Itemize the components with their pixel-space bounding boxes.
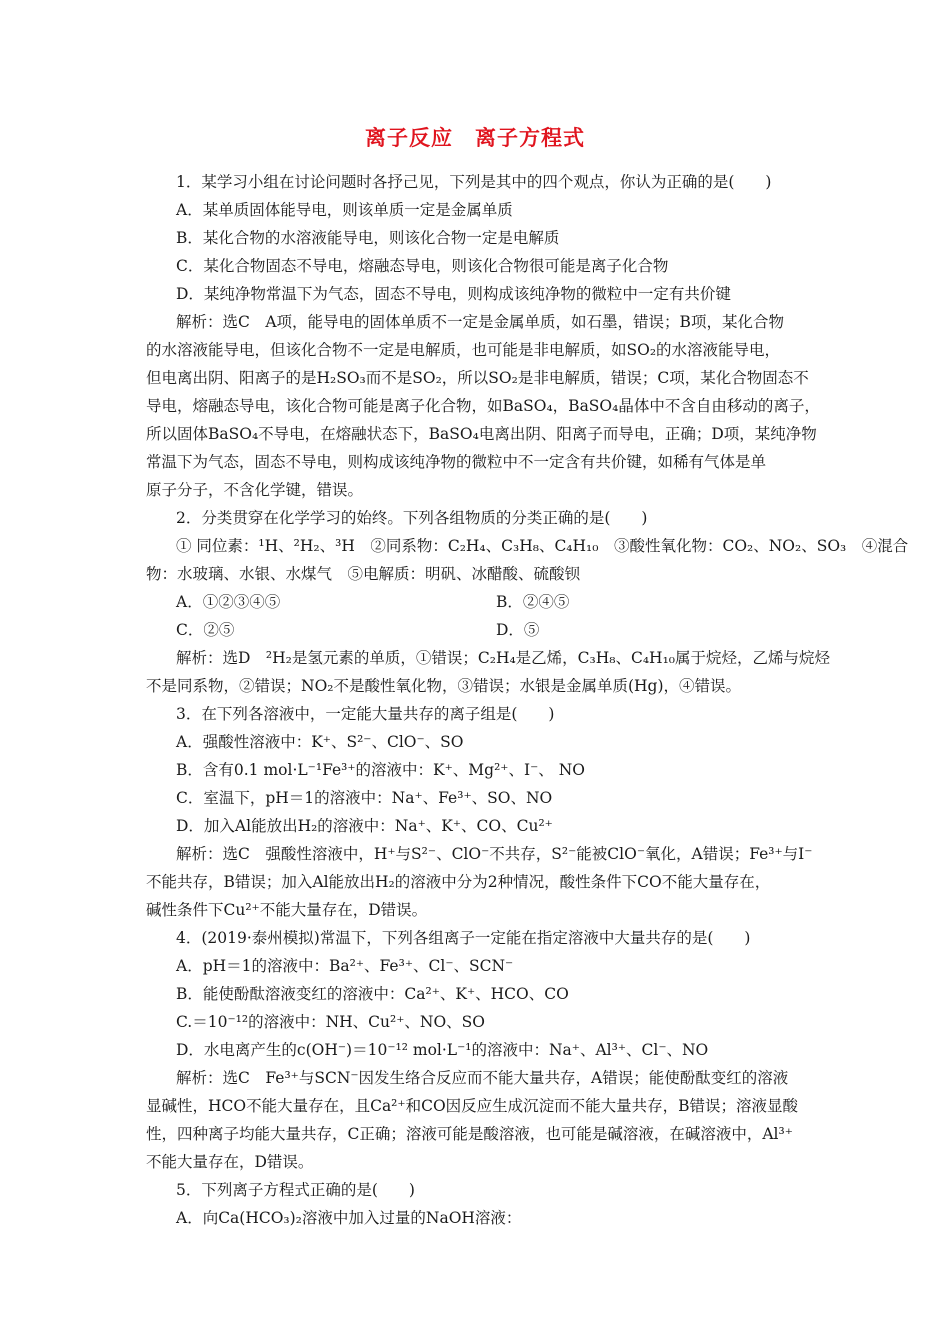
- q3-analysis-line: 解析：选C 强酸性溶液中，H⁺与S²⁻、ClO⁻不共存，S²⁻能被ClO⁻氧化，A错误；Fe³⁺与I⁻: [176, 845, 813, 863]
- q1-analysis-line: 原子分子，不含化学键，错误。: [146, 481, 364, 499]
- q1-analysis-line: 常温下为气态，固态不导电，则构成该纯净物的微粒中不一定含有共价键，如稀有气体是单: [146, 453, 767, 471]
- q2-analysis-line: 解析：选D ²H₂是氢元素的单质，①错误；C₂H₄是乙烯，C₃H₈、C₄H₁₀属于烷烃，乙烯与烷烃: [176, 649, 830, 667]
- q2-option-c: C．②⑤: [176, 621, 235, 639]
- q4-analysis-line: 解析：选C Fe³⁺与SCN⁻因发生络合反应而不能大量共存，A错误；能使酚酞变红的溶液: [176, 1069, 789, 1087]
- q3-option-d: D．加入Al能放出H₂的溶液中：Na⁺、K⁺、CO、Cu²⁺: [176, 817, 553, 835]
- q1-option-b: B．某化合物的水溶液能导电，则该化合物一定是电解质: [176, 229, 560, 247]
- q4-option-b: B．能使酚酞溶液变红的溶液中：Ca²⁺、K⁺、HCO、CO: [176, 985, 569, 1003]
- q4-option-d: D．水电离产生的c(OH⁻)＝10⁻¹² mol·L⁻¹的溶液中：Na⁺、Al³⁺、Cl⁻、NO: [176, 1041, 709, 1059]
- q3-option-b: B．含有0.1 mol·L⁻¹Fe³⁺的溶液中：K⁺、Mg²⁺、I⁻、 NO: [176, 761, 585, 779]
- q1-analysis-line: 解析：选C A项，能导电的固体单质不一定是金属单质，如石墨，错误；B项，某化合物: [176, 313, 784, 331]
- q1-analysis-line: 导电，熔融态导电，该化合物可能是离子化合物，如BaSO₄，BaSO₄晶体中不含自由移动的离子，: [146, 397, 820, 415]
- q1-analysis-line: 所以固体BaSO₄不导电，在熔融状态下，BaSO₄电离出阴、阳离子而导电，正确；D项，某纯净物: [146, 425, 817, 443]
- q1-stem: 1．某学习小组在讨论问题时各抒己见，下列是其中的四个观点，你认为正确的是( ): [176, 173, 772, 191]
- q4-option-a: A．pH＝1的溶液中：Ba²⁺、Fe³⁺、Cl⁻、SCN⁻: [176, 957, 514, 975]
- q2-items: 物：水玻璃、水银、水煤气 ⑤电解质：明矾、冰醋酸、硫酸钡: [146, 565, 581, 583]
- q2-option-a: A．①②③④⑤: [176, 593, 281, 611]
- q2-option-b: B．②④⑤: [496, 593, 570, 611]
- document-title: 离子反应 离子方程式: [365, 126, 585, 150]
- q1-analysis-line: 但电离出阴、阳离子的是H₂SO₃而不是SO₂，所以SO₂是非电解质，错误；C项，某化合物固态不: [146, 369, 809, 387]
- q3-stem: 3．在下列各溶液中，一定能大量共存的离子组是( ): [176, 705, 555, 723]
- q4-analysis-line: 不能大量存在，D错误。: [146, 1153, 314, 1171]
- q5-option-a: A．向Ca(HCO₃)₂溶液中加入过量的NaOH溶液：: [176, 1209, 522, 1227]
- q3-option-c: C．室温下，pH＝1的溶液中：Na⁺、Fe³⁺、SO、NO: [176, 789, 553, 807]
- q4-stem: 4．(2019·泰州模拟)常温下，下列各组离子一定能在指定溶液中大量共存的是( ): [176, 929, 751, 947]
- q1-option-a: A．某单质固体能导电，则该单质一定是金属单质: [176, 201, 513, 219]
- q2-items: ① 同位素：¹H、²H₂、³H ②同系物：C₂H₄、C₃H₈、C₄H₁₀ ③酸性氧化物：CO₂、NO₂、SO₃ ④混合: [176, 537, 909, 555]
- q2-stem: 2．分类贯穿在化学学习的始终。下列各组物质的分类正确的是( ): [176, 509, 648, 527]
- q2-analysis-line: 不是同系物，②错误；NO₂不是酸性氧化物，③错误；水银是金属单质(Hg)，④错误。: [146, 677, 742, 695]
- q3-analysis-line: 不能共存，B错误；加入Al能放出H₂的溶液中分为2种情况，酸性条件下CO不能大量存在，: [146, 873, 771, 891]
- q1-analysis-line: 的水溶液能导电，但该化合物不一定是电解质，也可能是非电解质，如SO₂的水溶液能导电，: [146, 341, 781, 359]
- q5-stem: 5．下列离子方程式正确的是( ): [176, 1181, 415, 1199]
- q1-option-d: D．某纯净物常温下为气态，固态不导电，则构成该纯净物的微粒中一定有共价键: [176, 285, 731, 303]
- q4-analysis-line: 性，四种离子均能大量共存，C正确；溶液可能是酸溶液，也可能是碱溶液，在碱溶液中，Al³⁺: [146, 1125, 793, 1143]
- q3-analysis-line: 碱性条件下Cu²⁺不能大量存在，D错误。: [146, 901, 428, 919]
- q2-option-d: D．⑤: [496, 621, 540, 639]
- q4-option-c: C.＝10⁻¹²的溶液中：NH、Cu²⁺、NO、SO: [176, 1013, 485, 1031]
- q1-option-c: C．某化合物固态不导电，熔融态导电，则该化合物很可能是离子化合物: [176, 257, 669, 275]
- q4-analysis-line: 显碱性，HCO不能大量存在，且Ca²⁺和CO因反应生成沉淀而不能大量共存，B错误；溶液显酸: [146, 1097, 799, 1115]
- q3-option-a: A．强酸性溶液中：K⁺、S²⁻、ClO⁻、SO: [176, 733, 464, 751]
